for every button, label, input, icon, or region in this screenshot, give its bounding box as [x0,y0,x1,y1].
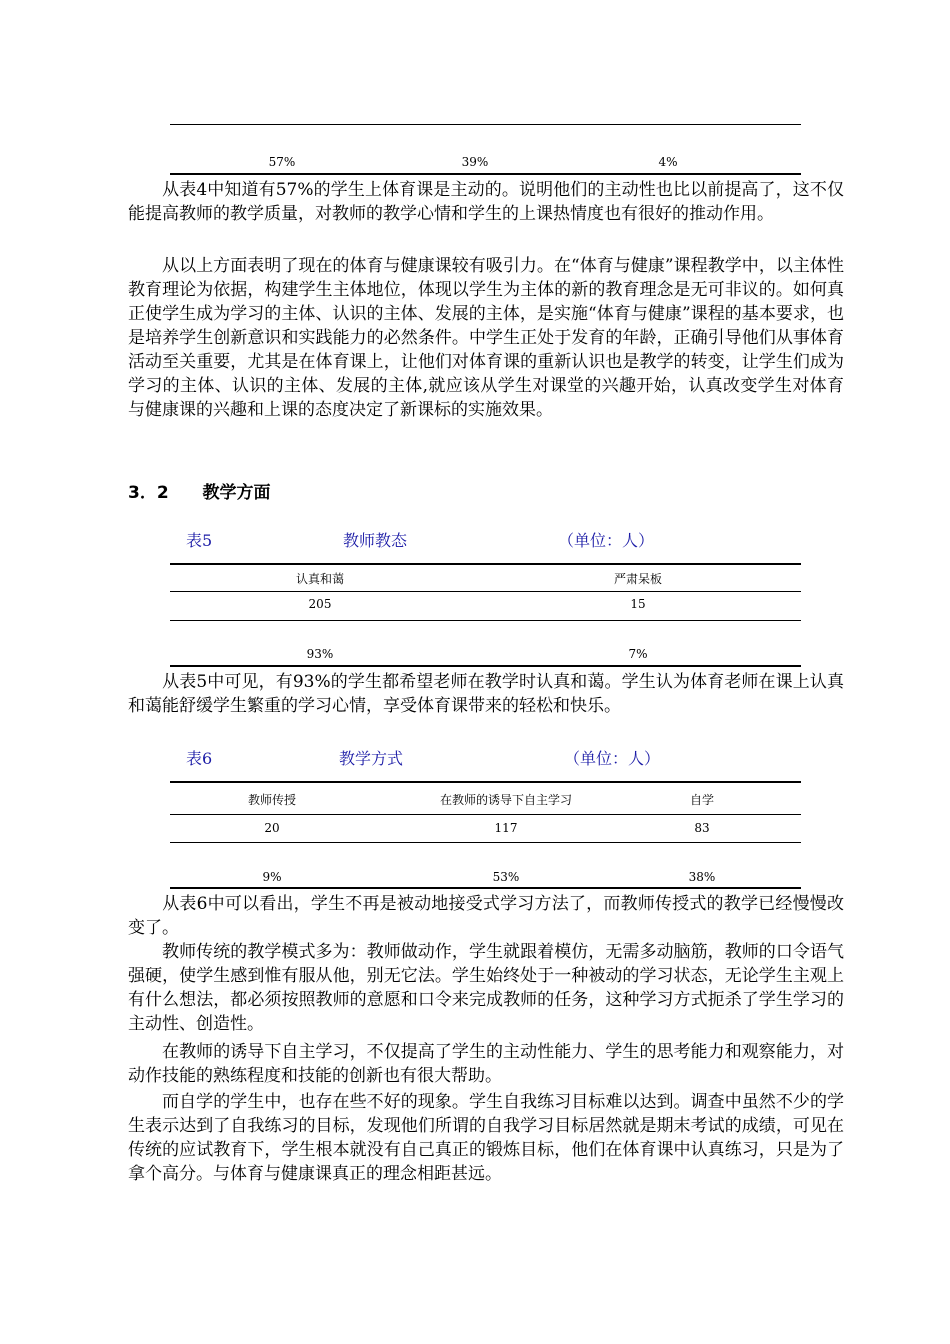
paragraph-self-study [128,1090,844,1186]
table5-label: 表5 [186,531,213,550]
table6-top-rule [170,781,801,783]
paragraph-text: 从表4中知道有57%的学生上体育课是主动的。说明他们的主动性也比以前提高了，这不仅能提高教师的教学质量，对教师的教学心情和学生的上课热情度也有很好的推动作用。 [128,180,844,224]
table6-header-2: 在教师的诱导下自主学习 [439,793,572,807]
table5-header-1: 认真和蔼 [295,572,344,586]
table6-unit: （单位：人） [564,749,661,768]
paragraph-table4-analysis [128,178,844,226]
table6-header-divider [170,814,801,815]
section-heading [128,478,271,503]
table6-count-2: 117 [494,821,518,835]
table5-percent-2: 7% [628,647,648,661]
table5-top-rule [170,563,801,565]
table4-bottom-rule [170,173,801,175]
table6-row-divider [170,842,801,843]
paragraph-attractiveness [128,254,844,422]
paragraph-table6-analysis [128,892,844,940]
table5-row-divider [170,620,801,621]
table6-bottom-rule [170,887,801,889]
table5-unit: （单位：人） [558,531,655,550]
table5-header-divider [170,591,801,592]
paragraph-text: 从表5中可见，有93%的学生都希望老师在教学时认真和蔼。学生认为体育老师在课上认真和蔼能舒缓学生繁重的学习心情，享受体育课带来的轻松和快乐。 [128,672,844,716]
table6-title: 教学方式 [339,749,404,768]
section-number: 3．2 [128,483,169,503]
paragraph-traditional-mode [128,940,844,1036]
table5-header-2: 严肃呆板 [613,572,662,586]
table5-title: 教师教态 [343,531,408,550]
paragraph-text: 而自学的学生中，也存在些不好的现象。学生自我练习目标难以达到。调查中虽然不少的学生表示达到了自我练习的目标，发现他们所谓的自我学习目标居然就是期末考试的成绩，可见在传统的应试教育下，学生根本就没有自己真正的锻炼目标，他们在体育课中认真练习，只是为了拿个高分。与体育与健康课真正的理念相距甚远。 [128,1092,844,1184]
table6-percent-1: 9% [262,870,282,884]
table4-row-divider [170,124,801,125]
paragraph-text: 在教师的诱导下自主学习，不仅提高了学生的主动性能力、学生的思考能力和观察能力，对动作技能的熟练程度和技能的创新也有很大帮助。 [128,1042,844,1086]
section-title: 教学方面 [202,483,271,503]
table6-label: 表6 [186,749,213,768]
table4-percent-1: 57% [268,155,296,169]
table6-percent-3: 38% [688,870,716,884]
table4-percent-2: 39% [461,155,489,169]
paragraph-text: 从表6中可以看出，学生不再是被动地接受式学习方法了，而教师传授式的教学已经慢慢改变了。 [128,894,844,938]
paragraph-text: 教师传统的教学模式多为：教师做动作，学生就跟着模仿，无需多动脑筋，教师的口令语气强硬，使学生感到惟有服从他，别无它法。学生始终处于一种被动的学习状态，无论学生主观上有什么想法，都必须按照教师的意愿和口令来完成教师的任务，这种学习方式扼杀了学生学习的主动性、创造性。 [128,942,844,1034]
paragraph-guided-learning [128,1040,844,1088]
table5-bottom-rule [170,665,801,667]
table6-percent-2: 53% [492,870,520,884]
table6-count-3: 83 [694,821,710,835]
table5-percent-1: 93% [306,647,334,661]
table4-percent-3: 4% [658,155,678,169]
table5-count-1: 205 [308,597,332,611]
table6-header-1: 教师传授 [247,793,296,807]
paragraph-table5-analysis [128,670,844,718]
paragraph-text: 从以上方面表明了现在的体育与健康课较有吸引力。在“体育与健康”课程教学中，以主体性教育理论为依据，构建学生主体地位，体现以学生为主体的新的教育理念是无可非议的。如何真正使学生成为学习的主体、认识的主体、发展的主体，是实施“体育与健康”课程的基本要求，也是培养学生创新意识和实践能力的必然条件。中学生正处于发育的年龄，正确引导他们从事体育活动至关重要，尤其是在体育课上，让他们对体育课的重新认识也是教学的转变，让学生们成为学习的主体、认识的主体、发展的主体,就应该从学生对课堂的兴趣开始，认真改变学生对体育与健康课的兴趣和上课的态度决定了新课标的实施效果。 [128,256,844,420]
table5-count-2: 15 [630,597,646,611]
table6-header-3: 自学 [689,793,714,807]
table6-count-1: 20 [264,821,280,835]
